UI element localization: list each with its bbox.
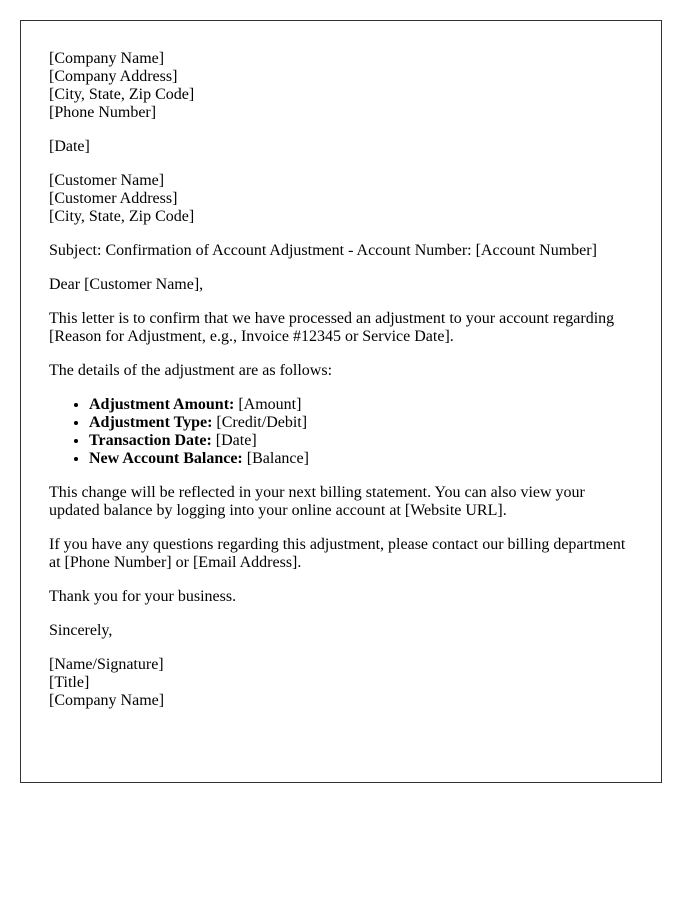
signature-title: [Title] bbox=[49, 674, 90, 691]
signature-block bbox=[49, 656, 633, 710]
salutation: Dear [Customer Name], bbox=[49, 276, 204, 293]
detail-value: [Date] bbox=[211, 432, 257, 449]
recipient-block bbox=[49, 172, 633, 226]
sender-block bbox=[49, 50, 633, 122]
recipient-address: [Customer Address] bbox=[49, 190, 178, 207]
detail-value: [Balance] bbox=[242, 450, 309, 467]
sender-city-state-zip: [City, State, Zip Code] bbox=[49, 86, 195, 103]
detail-label: Adjustment Amount: bbox=[89, 396, 235, 413]
sender-company-name: [Company Name] bbox=[49, 50, 165, 67]
subject-line: Subject: Confirmation of Account Adjustment - Account Number: [Account Number] bbox=[49, 242, 597, 259]
recipient-name: [Customer Name] bbox=[49, 172, 165, 189]
details-intro: The details of the adjustment are as follows: bbox=[49, 362, 333, 379]
billing-note-paragraph: This change will be reflected in your next billing statement. You can also view your updated balance by logging into your online account at [Website URL]. bbox=[49, 484, 585, 519]
recipient-city-state-zip: [City, State, Zip Code] bbox=[49, 208, 195, 225]
signature-company: [Company Name] bbox=[49, 692, 165, 709]
detail-item-new-balance bbox=[89, 450, 633, 468]
detail-value: [Credit/Debit] bbox=[212, 414, 308, 431]
detail-value: [Amount] bbox=[234, 396, 302, 413]
detail-label: Adjustment Type: bbox=[89, 414, 213, 431]
letter-date: [Date] bbox=[49, 138, 90, 155]
letter-document bbox=[20, 20, 662, 783]
intro-paragraph: This letter is to confirm that we have processed an adjustment to your account regarding [Reason for Adjustment, e.g., Invoice #12345 or Service Date]. bbox=[49, 310, 615, 345]
sender-company-address: [Company Address] bbox=[49, 68, 178, 85]
detail-item-transaction-date bbox=[89, 432, 633, 450]
contact-note-paragraph: If you have any questions regarding this adjustment, please contact our billing department at [Phone Number] or [Email Address]. bbox=[49, 536, 626, 571]
adjustment-details-list bbox=[49, 396, 633, 468]
closing: Sincerely, bbox=[49, 622, 113, 639]
thanks-paragraph: Thank you for your business. bbox=[49, 588, 237, 605]
detail-label: Transaction Date: bbox=[89, 432, 212, 449]
detail-label: New Account Balance: bbox=[89, 450, 243, 467]
signature-name: [Name/Signature] bbox=[49, 656, 164, 673]
detail-item-type bbox=[89, 414, 633, 432]
sender-phone: [Phone Number] bbox=[49, 104, 157, 121]
detail-item-amount bbox=[89, 396, 633, 414]
